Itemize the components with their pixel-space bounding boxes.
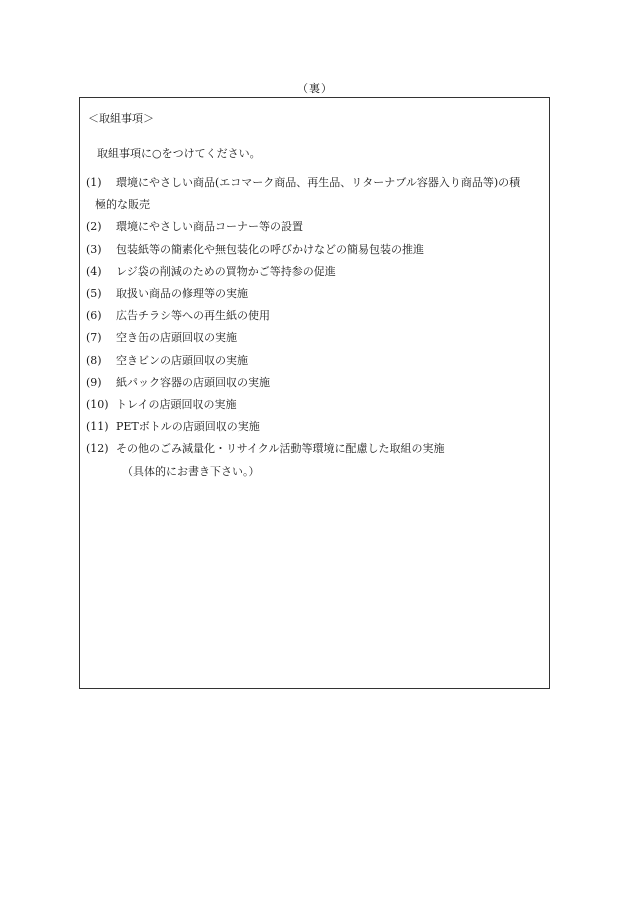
item-number: (11) bbox=[86, 420, 109, 434]
item-number: (12) bbox=[86, 442, 109, 456]
item-text: トレイの店頭回収の実施 bbox=[116, 398, 237, 412]
commitment-item-list bbox=[86, 172, 542, 483]
commitment-item-7[interactable] bbox=[86, 327, 542, 349]
commitment-item-1[interactable] bbox=[86, 172, 542, 216]
commitment-item-5[interactable] bbox=[86, 283, 542, 305]
item-text-continuation: 極的な販売 bbox=[95, 198, 150, 212]
commitment-item-4[interactable] bbox=[86, 261, 542, 283]
item-number: (1) bbox=[86, 176, 102, 189]
item-number: (10) bbox=[86, 398, 109, 412]
item-number: (2) bbox=[86, 220, 102, 234]
item-number: (4) bbox=[86, 264, 102, 278]
item-number: (9) bbox=[86, 375, 102, 389]
item-text: 広告チラシ等への再生紙の使用 bbox=[116, 309, 270, 323]
section-heading: ＜取組事項＞ bbox=[88, 112, 154, 125]
instruction-text: 取組事項に○をつけてください。 bbox=[97, 147, 261, 160]
commitment-item-2[interactable] bbox=[86, 216, 542, 238]
commitment-item-3[interactable] bbox=[86, 239, 542, 261]
item-text: 紙パック容器の店頭回収の実施 bbox=[116, 375, 270, 389]
item-number: (7) bbox=[86, 331, 102, 345]
commitment-item-11[interactable] bbox=[86, 416, 542, 438]
item-text: 空きビンの店頭回収の実施 bbox=[116, 353, 248, 367]
commitment-item-12[interactable] bbox=[86, 438, 542, 482]
commitment-item-8[interactable] bbox=[86, 350, 542, 372]
commitment-item-9[interactable] bbox=[86, 372, 542, 394]
commitment-item-10[interactable] bbox=[86, 394, 542, 416]
page-side-label: （裏） bbox=[297, 82, 333, 95]
commitment-form-box bbox=[79, 97, 550, 689]
item-text: 空き缶の店頭回収の実施 bbox=[116, 331, 237, 345]
item-number: (8) bbox=[86, 353, 102, 367]
item-text: 環境にやさしい商品(エコマーク商品、再生品、リターナブル容器入り商品等)の積 bbox=[116, 176, 521, 189]
item-detail-note: （具体的にお書き下さい。） bbox=[122, 464, 260, 478]
item-text: 包装紙等の簡素化や無包装化の呼びかけなどの簡易包装の推進 bbox=[116, 242, 424, 256]
item-number: (6) bbox=[86, 309, 102, 323]
item-text: その他のごみ減量化・リサイクル活動等環境に配慮した取組の実施 bbox=[116, 442, 445, 456]
item-text: 取扱い商品の修理等の実施 bbox=[116, 287, 248, 301]
item-number: (3) bbox=[86, 242, 102, 256]
commitment-item-6[interactable] bbox=[86, 305, 542, 327]
item-text: 環境にやさしい商品コーナー等の設置 bbox=[116, 220, 303, 234]
item-text: レジ袋の削減のための買物かご等持参の促進 bbox=[116, 264, 336, 278]
item-text: PETボトルの店頭回収の実施 bbox=[116, 420, 260, 434]
item-number: (5) bbox=[86, 287, 102, 301]
